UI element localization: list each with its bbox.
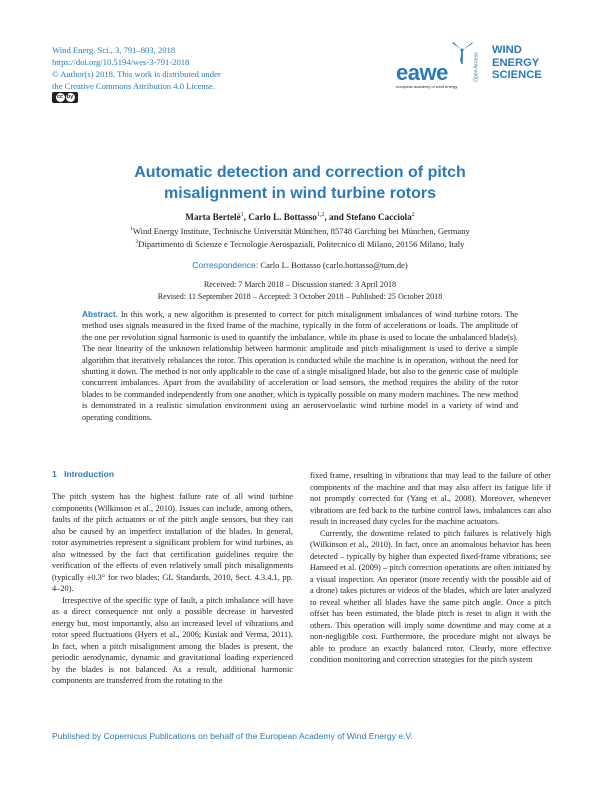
header-meta [52,44,221,92]
abstract [82,309,518,423]
column-left [52,491,293,687]
paragraph: The pitch system has the highest failure rate of all wind turbine components (Wilkinson et al., 2010). Issues can include, among others, faults of the pitch actuators or of the pitch angle sensors, but they can also be caused by an imperfect installation of the blades. In general, rotor asymmetries represent a significant problem for wind turbines, as also witnessed by the fact that certification guidelines require the verification of the effects of even relatively small pitch misalignments (typically ±0.3° for two blades; GL Standards, 2010, Sect. 4.3.4.1, pp. 4–20). [52,492,293,593]
column-right [310,470,551,666]
license-link[interactable]: the Creative Commons Attribution 4.0 License. [52,81,216,91]
affiliation-2: $^2$Dipartimento di Scienze e Tecnologie Aerospaziali, Politecnico di Milano, 20156 Milano, Italy [135,239,465,249]
section-heading: 1 Introduction [52,469,115,479]
abstract-label: Abstract. [82,309,118,319]
eawe-logo: eawe [396,60,448,85]
copyright: © Author(s) 2018. This work is distributed under [52,69,221,79]
dates-received: Received: 7 March 2018 – Discussion started: 3 April 2018 [203,280,397,289]
paragraph: Currently, the downtime related to pitch failures is relatively high (Wilkinson et al., 2010). In fact, once an anomalous behavior has been detected – typically by higher than expected fixed-frame vibrations; see Hameed et al. (2009) – pitch correction operations are often initiated by a visual inspection. An operator (more recently with the possible aid of a drone) takes pictures or videos of the blades, which are later analyzed to reveal whether all blades have the same pitch angle. Once a pitch offset has been estimated, the blade pitch is reset to align it with the others. This operation will imply some downtime and may come at a non-negligible cost. Furthermore, the procedure might not always be able to produce an exactly balanced rotor. Clearly, more effective condition monitoring and correction strategies for the pitch system [310,528,551,664]
abstract-text: In this work, a new algorithm is presented to correct for pitch misalignment imbalances of wind turbine rotors. The method uses signals measured in the fixed frame of the machine, typically in the form of accelerations or loads. The amplitude of the one per revolution signal harmonic is used to quantify the imbalance, while its phase is used to locate the unbalanced blade(s). The near linearity of the unknown relationship between harmonic amplitude and pitch misalignment is used to derive a simple algorithm that iteratively rebalances the rotor. This operation is conducted while the machine is in operation, without the need for shutting it down. The method is not only applicable to the case of a single misaligned blade, but also to the generic case of multiple concurrent imbalances. Apart from the availability of acceleration or load sensors, the method requires the ability of the rotor blades to be commanded independently from one another, which is typically possible on many modern machines. The new method is demonstrated in a realistic simulation environment using an aeroservoelastic wind turbine model in a variety of wind and operating conditions. [82,310,518,422]
by-icon: by [66,94,74,100]
paper-title: Automatic detection and correction of pitch misalignment in wind turbine rotors [134,164,466,202]
paragraph: fixed frame, resulting in vibrations that may lead to the failure of other components of the machine and that may also affect its fatigue life if not promptly corrected for (Yang et al., 2008). Moreover, whenever vibrations are fed back to the turbine control laws, imbalances can also result in increased duty cycles for the machine actuators. [310,471,551,526]
citation: Wind Energ. Sci., 3, 791–803, 2018 [52,45,176,55]
paragraph: Irrespective of the specific type of fault, a pitch imbalance will have as a direct consequence not only a possible decrease in harvested energy but, most importantly, also an increased level of vibrations and rotor speed fluctuations (Hyers et al., 2006; Kusiak and Verma, 2011). In fact, when a pitch misalignment among the blades is present, the periodic aerodynamic, dynamic and gravitational loading experienced by the blades is not balanced. As a result, additional harmonic components are transferred from the rotating to the [52,595,293,685]
publisher-footer: Published by Copernicus Publications on behalf of the European Academy of Wind Energy e.V. [52,731,413,741]
correspondence: Correspondence: Carlo L. Bottasso (carlo.bottasso@tum.de) [192,260,408,270]
affiliation-1: $^1$Wind Energy Institute, Technische Universität München, 85748 Garching bei München, Germany [130,226,470,236]
dates-published: Revised: 11 September 2018 – Accepted: 3 October 2018 – Published: 25 October 2018 [157,292,443,301]
doi-link[interactable]: https://doi.org/10.5194/wes-3-791-2018 [52,57,190,67]
open-access-label: Open Access [473,52,480,82]
wind-turbine-icon [448,40,474,64]
cc-icon: cc [56,94,64,100]
journal-name: WIND ENERGY SCIENCE [492,44,542,81]
eawe-subtitle: european academy of wind energy [396,84,458,89]
cc-by-license-icon[interactable] [52,92,78,103]
authors: Marta Bertelè$^1$, Carlo L. Bottasso$^{1,2}$, and Stefano Cacciola$^2$ [185,212,415,223]
publisher-logo [392,40,552,90]
